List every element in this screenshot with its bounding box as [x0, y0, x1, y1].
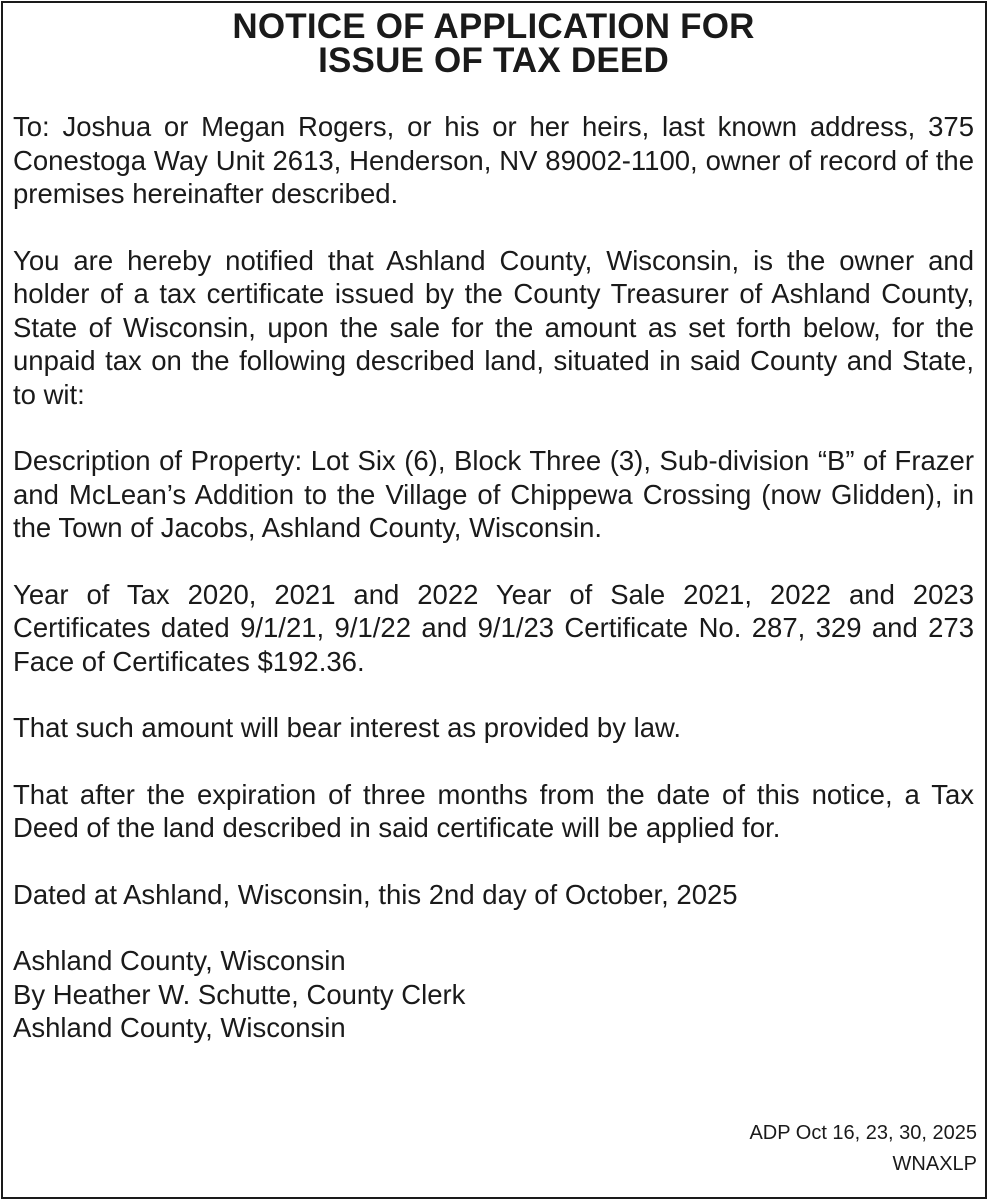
signature-line-3: Ashland County, Wisconsin	[13, 1012, 346, 1043]
notification-paragraph: You are hereby notified that Ashland County, Wisconsin, is the owner and holder of a tax certificate issued by the County Treasurer of Ashland County, State of Wisconsin, upon the sale for the amount as set forth below, for the unpaid tax on the following described land, situated in said County and State, to wit:	[13, 244, 974, 410]
tax-details-paragraph: Year of Tax 2020, 2021 and 2022 Year of Sale 2021, 2022 and 2023 Certificates dated 9/1/21, 9/1/22 and 9/1/23 Certificate No. 287, 329 and 273 Face of Certificates $192.36.	[13, 578, 974, 677]
legal-notice	[13, 0, 974, 1045]
signature-line-2: By Heather W. Schutte, County Clerk	[13, 978, 466, 1010]
interest-paragraph: That such amount will bear interest as provided by law.	[13, 712, 681, 743]
notice-title-line-2: ISSUE OF TAX DEED	[318, 41, 669, 80]
signature-line-1: Ashland County, Wisconsin	[13, 945, 346, 976]
publication-code: WNAXLP	[892, 1153, 977, 1175]
signature-block	[13, 944, 974, 1045]
notice-title-line-1: NOTICE OF APPLICATION FOR	[232, 7, 755, 46]
publication-dates: ADP Oct 16, 23, 30, 2025	[749, 1122, 977, 1144]
dated-paragraph: Dated at Ashland, Wisconsin, this 2nd day of October, 2025	[13, 878, 738, 910]
expiration-paragraph: That after the expiration of three months from the date of this notice, a Tax Deed of the land described in said certificate will be applied for.	[13, 778, 974, 843]
property-description-paragraph: Description of Property: Lot Six (6), Block Three (3), Sub-division “B” of Frazer and McLean’s Addition to the Village of Chippewa Crossing (now Glidden), in the Town of Jacobs, Ashland County, Wisconsin.	[13, 445, 974, 543]
notice-title	[13, 0, 974, 78]
addressee-paragraph: To: Joshua or Megan Rogers, or his or her heirs, last known address, 375 Conestoga Way Unit 2613, Henderson, NV 89002-1100, owner of record of the premises hereinafter described.	[13, 111, 974, 209]
publication-info	[749, 1118, 977, 1180]
